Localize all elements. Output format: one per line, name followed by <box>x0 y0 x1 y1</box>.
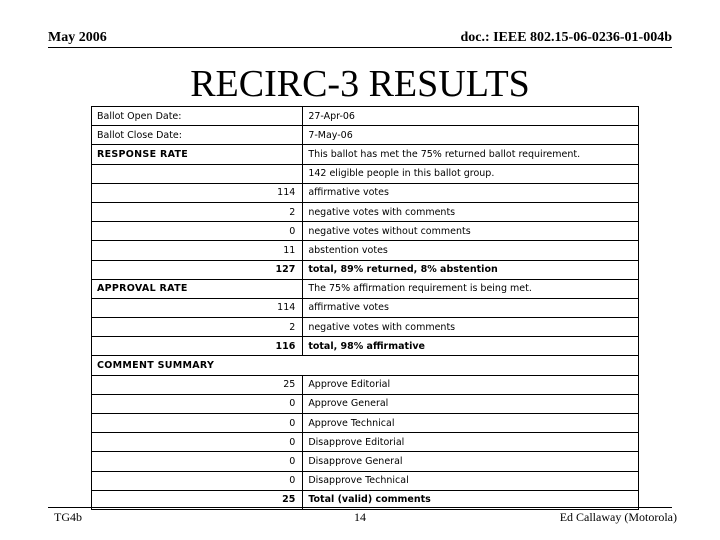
close-date-label: Ballot Close Date: <box>92 126 303 145</box>
comment-count: 0 <box>92 433 303 452</box>
table-row <box>92 145 639 164</box>
table-row <box>92 394 639 413</box>
comment-count: 25 <box>92 375 303 394</box>
footer-group: TG4b <box>54 510 82 524</box>
response-label: abstention votes <box>303 241 639 260</box>
response-rate-heading: RESPONSE RATE <box>92 145 303 164</box>
footer-page-number: 14 <box>354 510 366 524</box>
table-row <box>92 164 639 183</box>
table-row <box>92 471 639 490</box>
comment-label: Disapprove General <box>303 452 639 471</box>
approval-count: 114 <box>92 298 303 317</box>
comment-label: Approve General <box>303 394 639 413</box>
response-count: 0 <box>92 222 303 241</box>
table-row <box>92 279 639 298</box>
table-row <box>92 414 639 433</box>
comment-total-count: 25 <box>92 490 303 509</box>
approval-label: negative votes with comments <box>303 318 639 337</box>
table-row <box>92 107 639 126</box>
footer-author: Ed Callaway (Motorola) <box>559 510 677 524</box>
approval-count: 2 <box>92 318 303 337</box>
open-date-value: 27-Apr-06 <box>303 107 639 126</box>
comment-label: Disapprove Technical <box>303 471 639 490</box>
table-row <box>92 337 639 356</box>
slide-title: RECIRC-3 RESULTS <box>190 63 530 105</box>
close-date-value: 7-May-06 <box>303 126 639 145</box>
comment-label: Approve Technical <box>303 414 639 433</box>
response-total-label: total, 89% returned, 8% abstention <box>303 260 639 279</box>
results-table <box>91 106 639 510</box>
table-row <box>92 375 639 394</box>
table-row <box>92 202 639 221</box>
response-label: negative votes without comments <box>303 222 639 241</box>
table-row <box>92 260 639 279</box>
comment-label: Disapprove Editorial <box>303 433 639 452</box>
comment-count: 0 <box>92 471 303 490</box>
header-date: May 2006 <box>48 30 107 45</box>
comment-label: Approve Editorial <box>303 375 639 394</box>
table-row <box>92 241 639 260</box>
footer-rule <box>48 507 672 508</box>
table-row <box>92 126 639 145</box>
approval-rate-heading: APPROVAL RATE <box>92 279 303 298</box>
empty-cell <box>92 164 303 183</box>
approval-total-label: total, 98% affirmative <box>303 337 639 356</box>
response-count: 2 <box>92 202 303 221</box>
comment-count: 0 <box>92 394 303 413</box>
response-count: 114 <box>92 183 303 202</box>
table-row <box>92 452 639 471</box>
comment-count: 0 <box>92 414 303 433</box>
response-total-count: 127 <box>92 260 303 279</box>
approval-label: affirmative votes <box>303 298 639 317</box>
eligible-note: 142 eligible people in this ballot group. <box>303 164 639 183</box>
approval-total-count: 116 <box>92 337 303 356</box>
table-row <box>92 183 639 202</box>
header-doc-id: doc.: IEEE 802.15-06-0236-01-004b <box>460 30 672 45</box>
open-date-label: Ballot Open Date: <box>92 107 303 126</box>
response-note: This ballot has met the 75% returned ballot requirement. <box>303 145 639 164</box>
response-label: affirmative votes <box>303 183 639 202</box>
table-row <box>92 318 639 337</box>
table-row <box>92 222 639 241</box>
comment-count: 0 <box>92 452 303 471</box>
table-row <box>92 298 639 317</box>
table-row <box>92 433 639 452</box>
approval-note: The 75% affirmation requirement is being met. <box>303 279 639 298</box>
comment-summary-heading: COMMENT SUMMARY <box>92 356 639 375</box>
table-row <box>92 356 639 375</box>
response-label: negative votes with comments <box>303 202 639 221</box>
comment-total-label: Total (valid) comments <box>303 490 639 509</box>
response-count: 11 <box>92 241 303 260</box>
header-rule <box>48 47 672 48</box>
